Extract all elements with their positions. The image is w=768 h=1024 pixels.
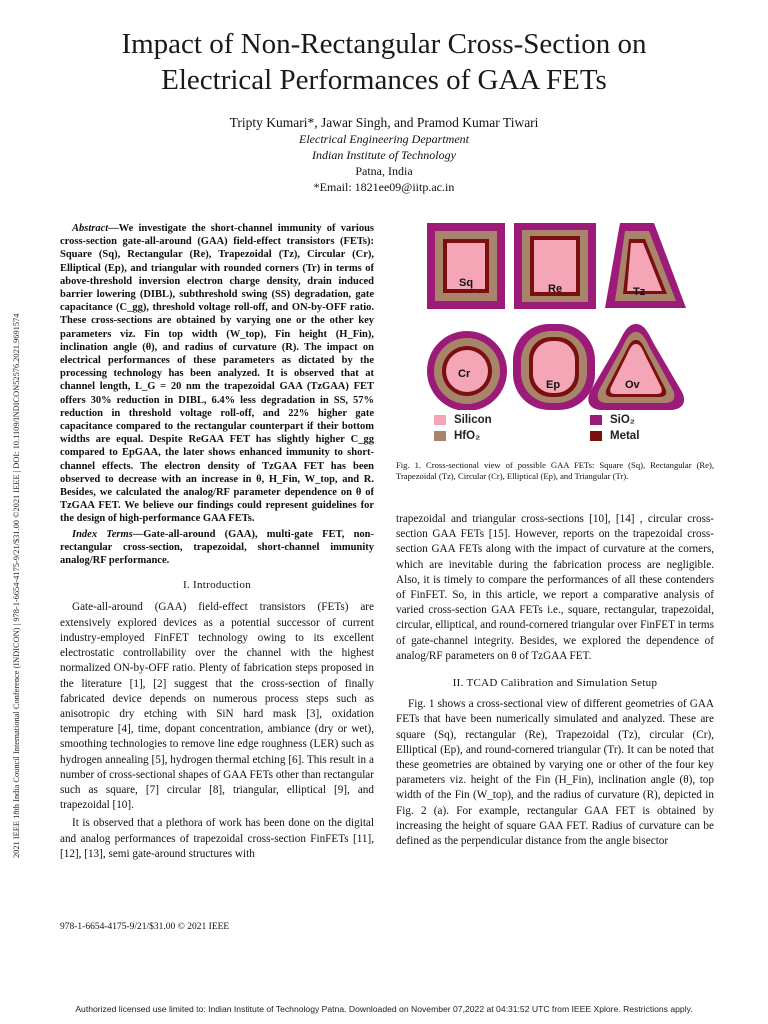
authors: Tripty Kumari*, Jawar Singh, and Pramod Kumar Tiwari	[229, 115, 539, 130]
figure-1-cross-sections	[422, 220, 692, 450]
legend-hfo2	[434, 430, 480, 442]
swatch-hfo2	[434, 431, 446, 441]
title-line-1: Impact of Non-Rectangular Cross-Section on	[121, 28, 647, 60]
legend-metal-label: Metal	[610, 430, 640, 442]
section-2-heading: II. TCAD Calibration and Simulation Setup	[452, 677, 658, 690]
affiliation-city: Patna, India	[355, 164, 413, 178]
right-column	[396, 512, 714, 849]
abstract-lead: Abstract	[72, 223, 109, 234]
left-column	[60, 222, 374, 865]
shape-trapezoid	[605, 223, 686, 308]
index-terms-text: —Gate-all-around (GAA), multi-gate FET, non-rectangular cross-section, trapezoidal, short-channel immunity analog/RF performance.	[60, 528, 374, 567]
index-terms-lead: Index Terms	[72, 528, 133, 540]
shape-rectangle	[514, 223, 596, 309]
abstract-text: —We investigate the short-channel immunity of various cross-section gate-all-around (GAA) field-effect transistors (FETs): Square (Sq), Rectangular (Re), Trapezoidal (Tz), Circular (Cr), Elliptical (Ep), and triangular with rounded corners (Tr) in terms of above-threshold inversion electron charge density, drain induced barrier lowering (DIBL), subthreshold swing (SS) degradation, gate capacitance (C_gg), threshold voltage roll-off, and ON-by-OFF ratio. These cross-sections are obtained by varying one or the other key parameters viz. Fin top width (W_top), Fin height (H_Fin), inclination angle (θ), and radius of curvature (R). The impact on electrical performances of these parameters as dictated by the processing technology has been analyzed. It is observed that at channel length, L_G = 20 nm the trapezoidal GAA (TzGAA) FET offers 30% reduction in DIBL, 6.4% less degradation in SS, 57% reduction in threshold voltage roll-off, and 22% higher gate capacitance compared to the rectangular counterpart if their bottom widths are equal. Despite ReGAA FET has slightly higher C_gg compared to EpGAA, the later shows enhanced immunity to short-channel effects. The electron density of TzGAA FET has been observed to decrease with an increase in θ, H_Fin, W_top, and R. Besides, we calculated the analog/RF parameter dependence on θ of TzGAA FET. We believe our findings could represent guidelines for the design of high-performance GAA FETs.	[60, 223, 374, 525]
affiliation-institute: Indian Institute of Technology	[312, 148, 456, 162]
section-2-paragraph-1: Fig. 1 shows a cross-sectional view of different geometries of GAA FETs that have been numerically simulated and analyzed. These are square (Sq), rectangular (Re), Trapezoidal (Tz), circular (Cr), Elliptical (Ep), and round-cornered triangular (Tr). It can be noted that these geometries are obtained by varying one or other of the four key parameters viz. height of the Fin (H_Fin), inclination angle (θ), top width of the Fin (W_top), and the radius of curvature (R), depicted in Fig. 2 (a). For example, rectangular GAA FET is obtained by increasing the height of square GAA FET. Radius of curvature can be defined as the perpendicular distance from the angle bisector	[396, 698, 714, 848]
swatch-metal	[590, 431, 602, 441]
label-sq: Sq	[459, 277, 474, 289]
intro-paragraph-2: It is observed that a plethora of work has been done on the digital and analog performances of trapezoidal cross-section FinFETs [11], [12], [13], semi gate-around structures with	[60, 817, 374, 860]
label-re: Re	[548, 283, 563, 295]
copyright-footer: 978-1-6654-4175-9/21/$31.00 © 2021 IEEE	[60, 922, 230, 932]
intro-paragraph-1: Gate-all-around (GAA) field-effect transistors (FETs) are extensively explored devices as a potential successor of current industry-employed FinFET technology owing to its excellent electrostatic controllability over the channel with the highest normalized ON-by-OFF ratio. Plenty of fabrication steps proposed in the literature [1], [2] suggest that the cross-section of finally fabricated device depends on numerous process steps such as anisotropic dry etching with SiN hard mask [3], oxidation temperature [4], time, dopant concentration, ambiance (dry or wet), smoothing technologies to remove line edge roughness (LER) such as hydrogen annealing [5], hydrogen thermal etching [6]. This result in a number of cross-sectional shapes of GAA FETs other than rectangular such as square, [7] circular [8], triangular, elliptical [9], and trapezoidal [10].	[60, 601, 374, 812]
title-line-2: Electrical Performances of GAA FETs	[161, 64, 607, 96]
license-footer: Authorized licensed use limited to: Indian Institute of Technology Patna. Downloaded on November 07,2022 at 04:31:52 UTC from IEEE Xplore. Restrictions apply.	[75, 1004, 693, 1014]
legend-silicon	[434, 414, 492, 426]
introduction-text	[60, 600, 374, 861]
swatch-sio2	[590, 415, 602, 425]
abstract	[60, 222, 374, 526]
label-tz: Tz	[633, 286, 646, 298]
shape-ellipse	[513, 324, 595, 410]
legend-sio2	[590, 414, 635, 426]
cross-section-diagram	[422, 220, 692, 410]
label-ov: Ov	[625, 379, 640, 391]
shape-rounded-triangle	[588, 324, 684, 410]
label-ep: Ep	[546, 379, 561, 391]
affiliation-dept: Electrical Engineering Department	[299, 132, 469, 146]
shape-circle	[427, 331, 507, 410]
paper-title	[80, 26, 688, 98]
index-terms	[60, 528, 374, 568]
legend-hfo2-label: HfO₂	[454, 430, 481, 442]
legend-metal	[590, 430, 639, 442]
label-cr: Cr	[458, 368, 471, 380]
legend-sio2-label: SiO₂	[610, 414, 635, 426]
shape-square	[427, 223, 505, 309]
section-1-heading: I. Introduction	[182, 579, 252, 592]
doi-sidebar: 2021 IEEE 18th India Council International Conference (INDICON) | 978-1-6654-4175-9/21/$31.00 ©2021 IEEE | DOI: 10.1109/INDICON52576.2021.9691574	[12, 313, 21, 858]
swatch-silicon	[434, 415, 446, 425]
figure-1-caption: Fig. 1. Cross-sectional view of possible GAA FETs: Square (Sq), Rectangular (Re), Trapezoidal (Tz), Circular (Cr), Elliptical (Ep), and Triangular (Tr).	[396, 460, 714, 481]
legend-silicon-label: Silicon	[454, 414, 492, 426]
right-paragraph-1: trapezoidal and triangular cross-sections [10], [14] , circular cross-section GAA FETs [15]. However, reports on the trapezoidal cross-section GAA FETs along with the impact of curvature at the corners, which are inevitable during the fabrication process are negligible. Also, it is timely to compare the performances of all these contenders of FinFET. So, in this article, we report a comparative analysis of varied cross-section GAA FETs i.e., square, rectangular, trapezoidal, circular, elliptical, and round-cornered triangular over FinFET in terms of gate-channel integrity. Besides, we explored the dependence of analog/RF parameters on θ of TzGAA FET.	[396, 513, 714, 662]
affiliation-email: *Email: 1821ee09@iitp.ac.in	[313, 180, 455, 194]
